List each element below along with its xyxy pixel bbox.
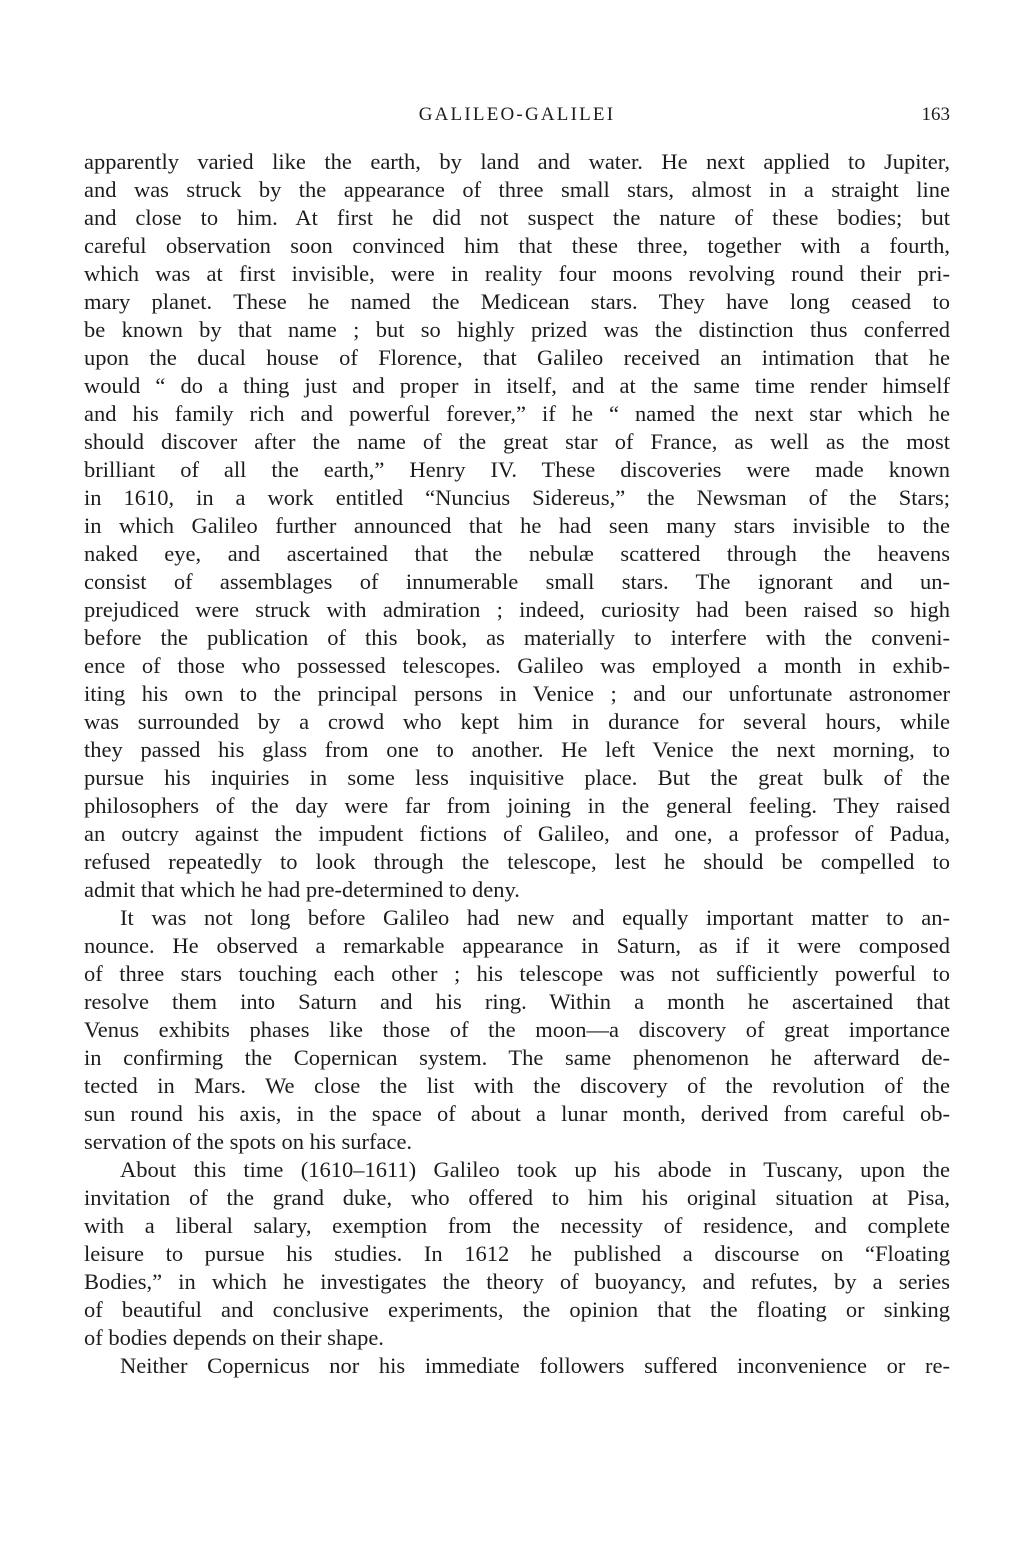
text-line: iting his own to the principal persons in Venice ; and our unfortunate astronomer	[84, 681, 950, 706]
text-line: philosophers of the day were far from joining in the general feeling. They raised	[84, 793, 950, 818]
text-line: naked eye, and ascertained that the nebulæ scattered through the heavens	[84, 541, 950, 566]
text-line: ence of those who possessed telescopes. Galileo was employed a month in exhib-	[84, 653, 950, 678]
text-line: was surrounded by a crowd who kept him in durance for several hours, while	[84, 709, 950, 734]
text-line: and close to him. At first he did not suspect the nature of these bodies; but	[84, 205, 950, 230]
text-line: leisure to pursue his studies. In 1612 he published a discourse on “Floating	[84, 1241, 950, 1266]
text-line: pursue his inquiries in some less inquisitive place. But the great bulk of the	[84, 765, 950, 790]
text-line: an outcry against the impudent fictions of Galileo, and one, a professor of Padua,	[84, 821, 950, 846]
text-line: apparently varied like the earth, by land and water. He next applied to Jupiter,	[84, 149, 950, 174]
text-line: of bodies depends on their shape.	[84, 1325, 384, 1350]
text-line: and his family rich and powerful forever,” if he “ named the next star which he	[84, 401, 950, 426]
text-line: in 1610, in a work entitled “Nuncius Sidereus,” the Newsman of the Stars;	[84, 485, 950, 510]
body-text	[84, 148, 950, 1380]
text-line: and was struck by the appearance of three small stars, almost in a straight line	[84, 177, 950, 202]
text-line: invitation of the grand duke, who offered to him his original situation at Pisa,	[84, 1185, 950, 1210]
text-line: before the publication of this book, as materially to interfere with the conveni-	[84, 625, 950, 650]
running-title: GALILEO-GALILEI	[418, 104, 616, 125]
text-line: in confirming the Copernican system. The same phenomenon he afterward de-	[84, 1045, 950, 1070]
page-number: 163	[921, 104, 950, 125]
text-line: Bodies,” in which he investigates the theory of buoyancy, and refutes, by a series	[84, 1269, 950, 1294]
running-head	[84, 100, 950, 130]
text-line: with a liberal salary, exemption from the necessity of residence, and complete	[84, 1213, 950, 1238]
text-line: should discover after the name of the great star of France, as well as the most	[84, 429, 950, 454]
text-line: mary planet. These he named the Medicean stars. They have long ceased to	[84, 289, 950, 314]
text-line: tected in Mars. We close the list with the discovery of the revolution of the	[84, 1073, 950, 1098]
text-line: which was at first invisible, were in reality four moons revolving round their pri-	[84, 261, 950, 286]
text-line: It was not long before Galileo had new and equally important matter to an-	[120, 905, 950, 930]
text-line: would “ do a thing just and proper in itself, and at the same time render himself	[84, 373, 950, 398]
text-line: Neither Copernicus nor his immediate followers suffered inconvenience or re-	[120, 1353, 950, 1378]
text-line: upon the ducal house of Florence, that Galileo received an intimation that he	[84, 345, 950, 370]
text-line: sun round his axis, in the space of about a lunar month, derived from careful ob-	[84, 1101, 950, 1126]
text-line: of three stars touching each other ; his telescope was not sufficiently powerful to	[84, 961, 950, 986]
text-line: admit that which he had pre-determined to deny.	[84, 877, 520, 902]
text-line: they passed his glass from one to another. He left Venice the next morning, to	[84, 737, 950, 762]
text-line: of beautiful and conclusive experiments, the opinion that the floating or sinking	[84, 1297, 950, 1322]
text-line: in which Galileo further announced that he had seen many stars invisible to the	[84, 513, 950, 538]
text-line: be known by that name ; but so highly prized was the distinction thus conferred	[84, 317, 950, 342]
text-line: consist of assemblages of innumerable small stars. The ignorant and un-	[84, 569, 950, 594]
text-line: servation of the spots on his surface.	[84, 1129, 413, 1154]
text-line: prejudiced were struck with admiration ; indeed, curiosity had been raised so high	[84, 597, 950, 622]
text-line: resolve them into Saturn and his ring. Within a month he ascertained that	[84, 989, 950, 1014]
text-line: About this time (1610–1611) Galileo took up his abode in Tuscany, upon the	[120, 1157, 950, 1182]
text-line: refused repeatedly to look through the telescope, lest he should be compelled to	[84, 849, 950, 874]
text-line: nounce. He observed a remarkable appearance in Saturn, as if it were composed	[84, 933, 950, 958]
text-line: careful observation soon convinced him that these three, together with a fourth,	[84, 233, 950, 258]
text-line: Venus exhibits phases like those of the moon—a discovery of great importance	[84, 1017, 950, 1042]
text-line: brilliant of all the earth,” Henry IV. These discoveries were made known	[84, 457, 950, 482]
